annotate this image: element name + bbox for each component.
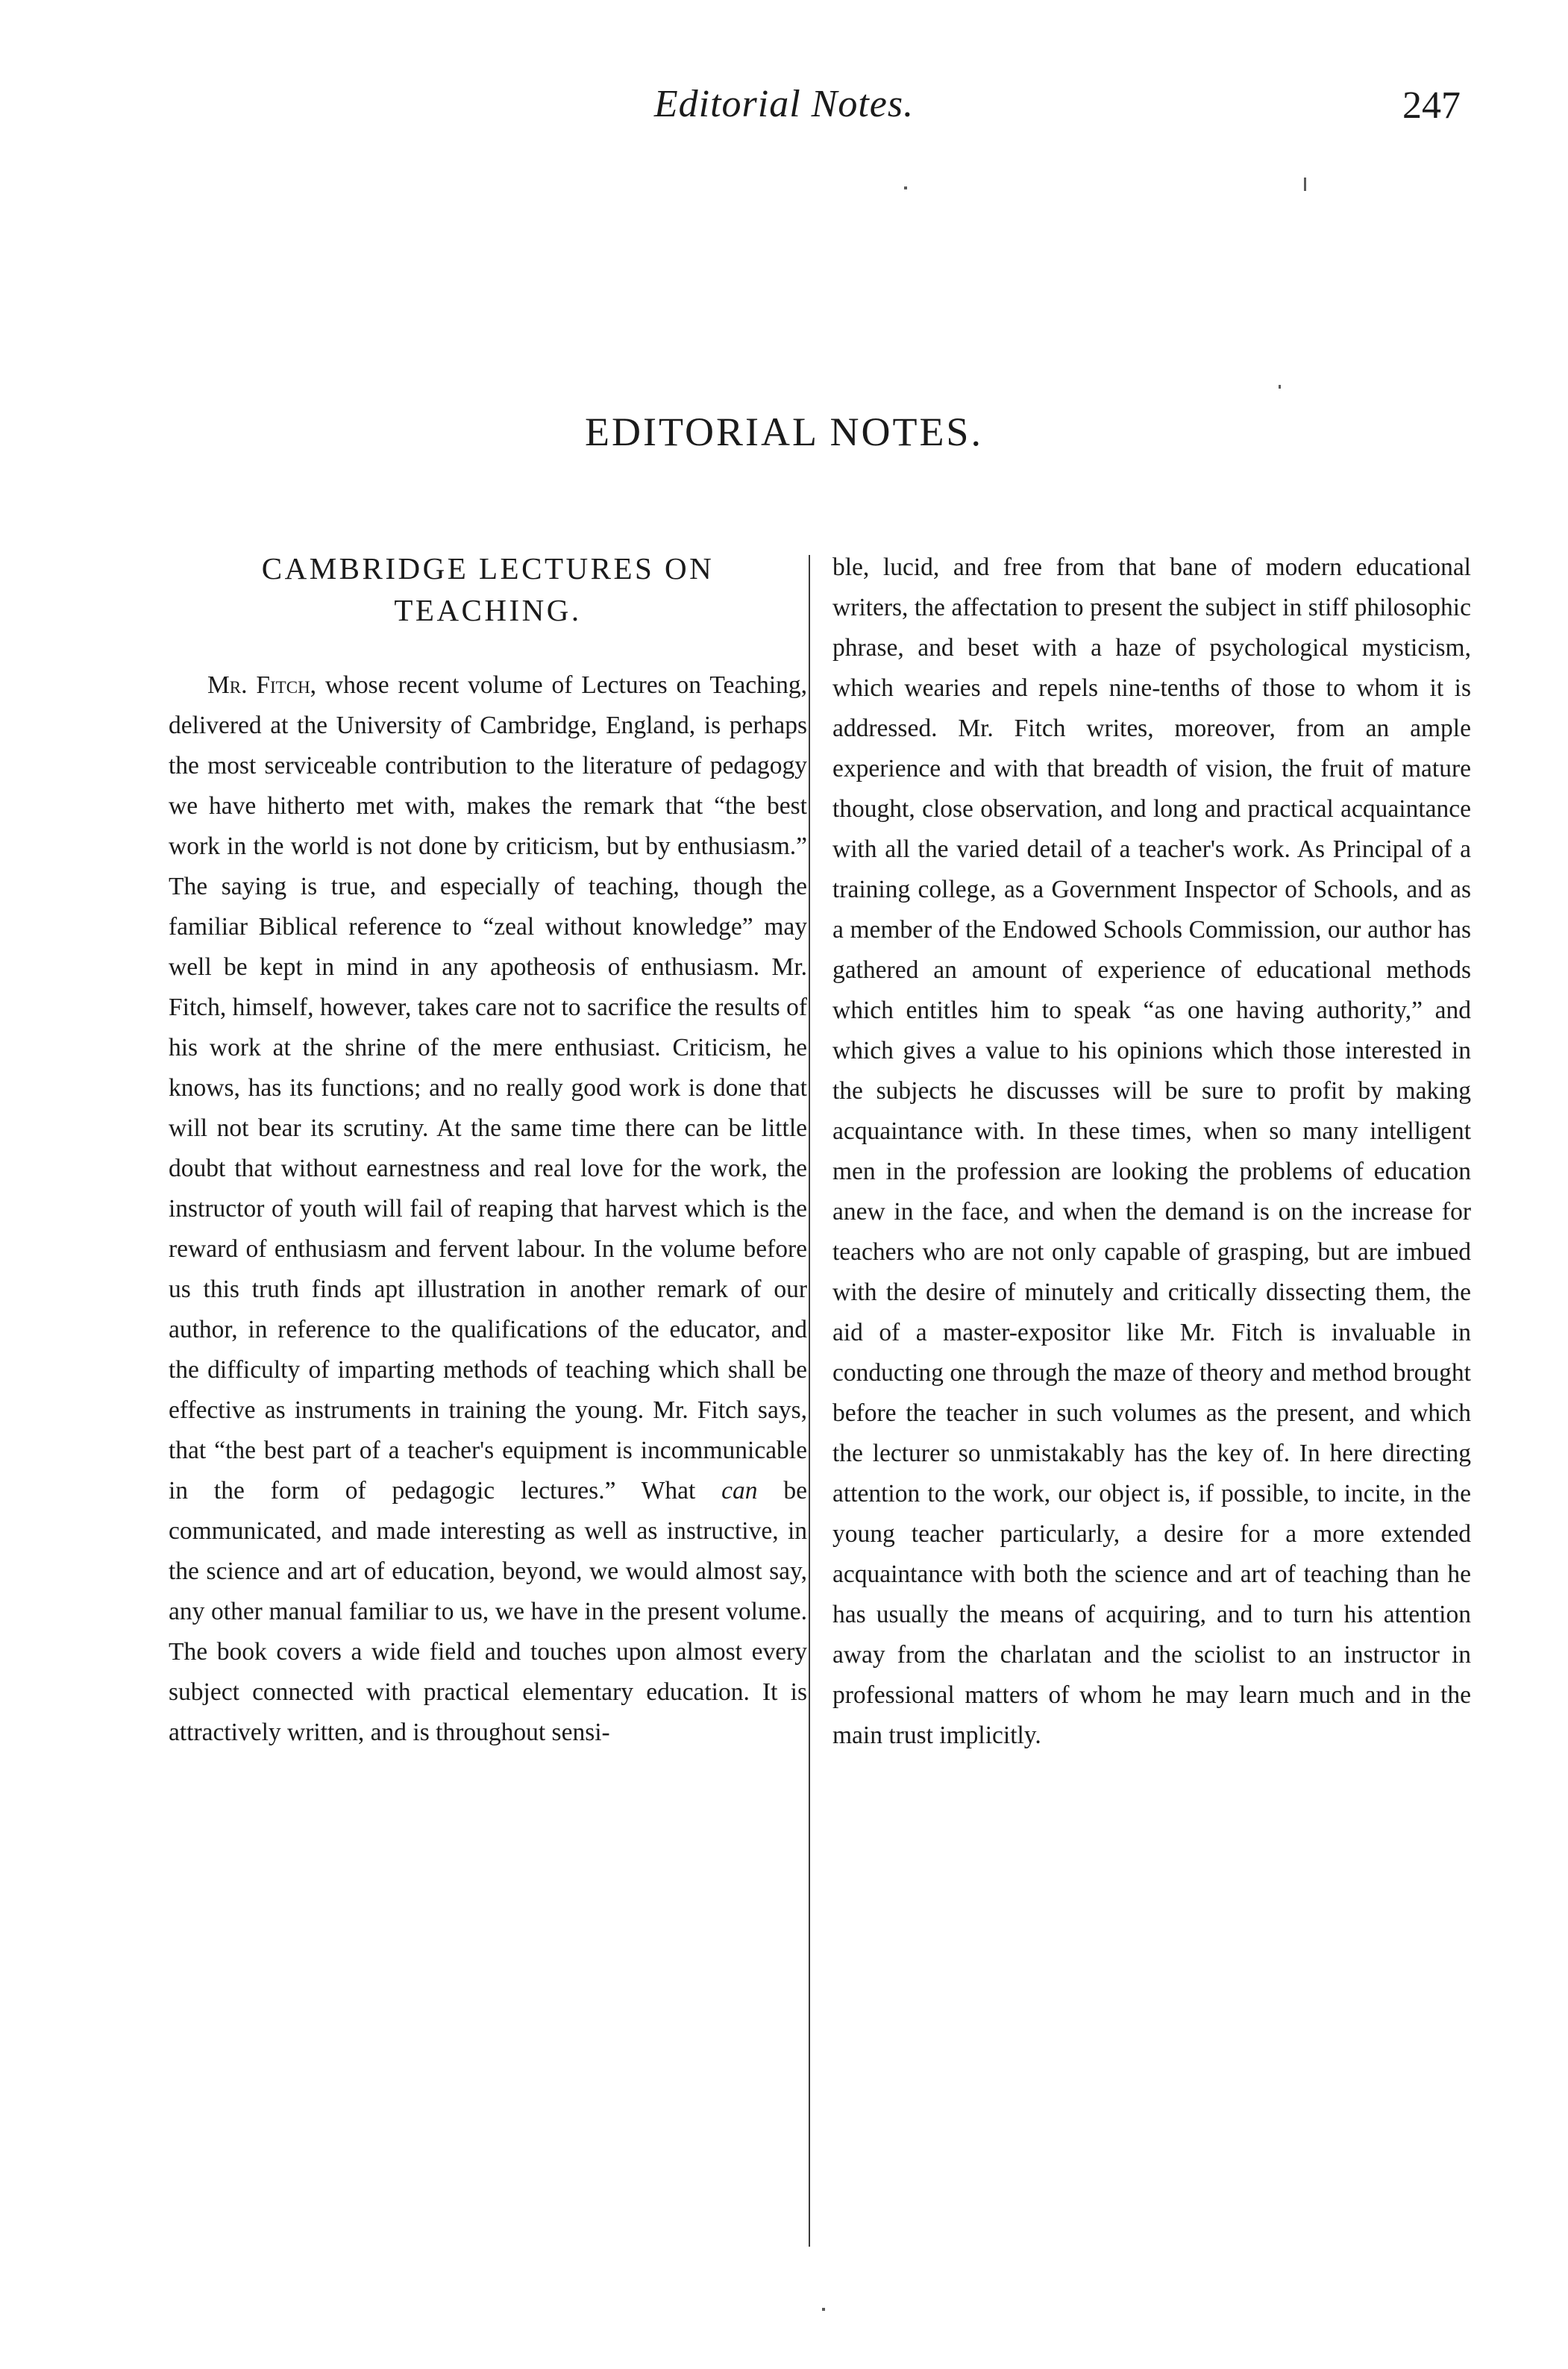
right-column: [832, 547, 1471, 1756]
print-speck: [1279, 385, 1281, 389]
page-heading: EDITORIAL NOTES.: [585, 410, 983, 454]
print-speck: [1304, 178, 1306, 191]
left-paragraph: [169, 665, 807, 1753]
article-title-line-1: CAMBRIDGE LECTURES ON: [261, 551, 715, 586]
emphasis-word: can: [721, 1477, 758, 1504]
running-head: [0, 82, 1568, 149]
right-paragraph: ble, lucid, and free from that bane of modern educational writers, the affectation to present the subject in stiff philosophic phrase, and beset with a haze of psychological mysticism, which wearies and repels nine-tenths of those to whom it is addressed. Mr. Fitch writes, moreover, from an ample experience and with that breadth of vision, the fruit of mature thought, close observation, and long and practical acquaintance with all the varied detail of a teacher's work. As Principal of a training college, as a Government Inspector of Schools, and as a member of the Endowed Schools Commission, our author has gathered an amount of experience of educational methods which entitles him to speak “as one having authority,” and which gives a value to his opinions which those interested in the subjects he discusses will be sure to profit by making acquaintance with. In these times, when so many intelligent men in the profession are looking the problems of education anew in the face, and when the demand is on the increase for teachers who are not only capable of grasping, but are imbued with the desire of minutely and critically dissecting them, the aid of a master-expositor like Mr. Fitch is invaluable in conducting one through the maze of theory and method brought before the teacher in such volumes as the present, and which the lecturer so unmistakably has the key of. In here directing attention to the work, our object is, if possible, to incite, in the young teacher particularly, a desire for a more extended acquaintance with both the science and art of teaching than he has usually the means of acquiring, and to turn his attention away from the charlatan and the sciolist to an instructor in professional matters of whom he may learn much and in the main trust implicitly.: [832, 553, 1471, 1749]
article-title: [169, 547, 807, 631]
left-text-continued: be communicated, and made interesting as well as instructive, in the science and art of education, beyond, we would almost say, any other manual familiar to us, we have in the present volume. The book covers a wide field and touches upon almost every subject connected with practical elementary education. It is attractively written, and is throughout sensi-: [169, 1477, 807, 1746]
running-title: Editorial Notes.: [653, 83, 915, 125]
print-speck: [904, 186, 907, 189]
left-text: whose recent volume of Lectures on Teaching, delivered at the University of Cambridge, England, is perhaps the most serviceable contribution to the literature of pedagogy we have hitherto met with, makes the remark that “the best work in the world is not done by criticism, but by enthusiasm.” The saying is true, and especially of teaching, though the familiar Biblical reference to “zeal without knowledge” may well be kept in mind in any apotheosis of enthusiasm. Mr. Fitch, himself, however, takes care not to sacrifice the results of his work at the shrine of the mere enthusiast. Criticism, he knows, has its functions; and no really good work is done that will not bear its scrutiny. At the same time there can be little doubt that without earnestness and real love for the work, the instructor of youth will fail of reaping that harvest which is the reward of enthusiasm and fervent labour. In the volume before us this truth finds apt illustration in another remark of our author, in reference to the qualifications of the educator, and the difficulty of imparting methods of teaching which shall be effective as instruments in training the young. Mr. Fitch says, that “the best part of a teacher's equipment is incommunicable in the form of pedagogic lectures.” What: [169, 671, 808, 1504]
left-column: [169, 547, 807, 1753]
page-number: 247: [1402, 84, 1461, 127]
column-divider: [809, 555, 810, 2247]
print-speck: [822, 2308, 825, 2311]
article-title-line-2: TEACHING.: [394, 593, 582, 627]
opening-words: Mr. Fitch,: [207, 671, 317, 699]
